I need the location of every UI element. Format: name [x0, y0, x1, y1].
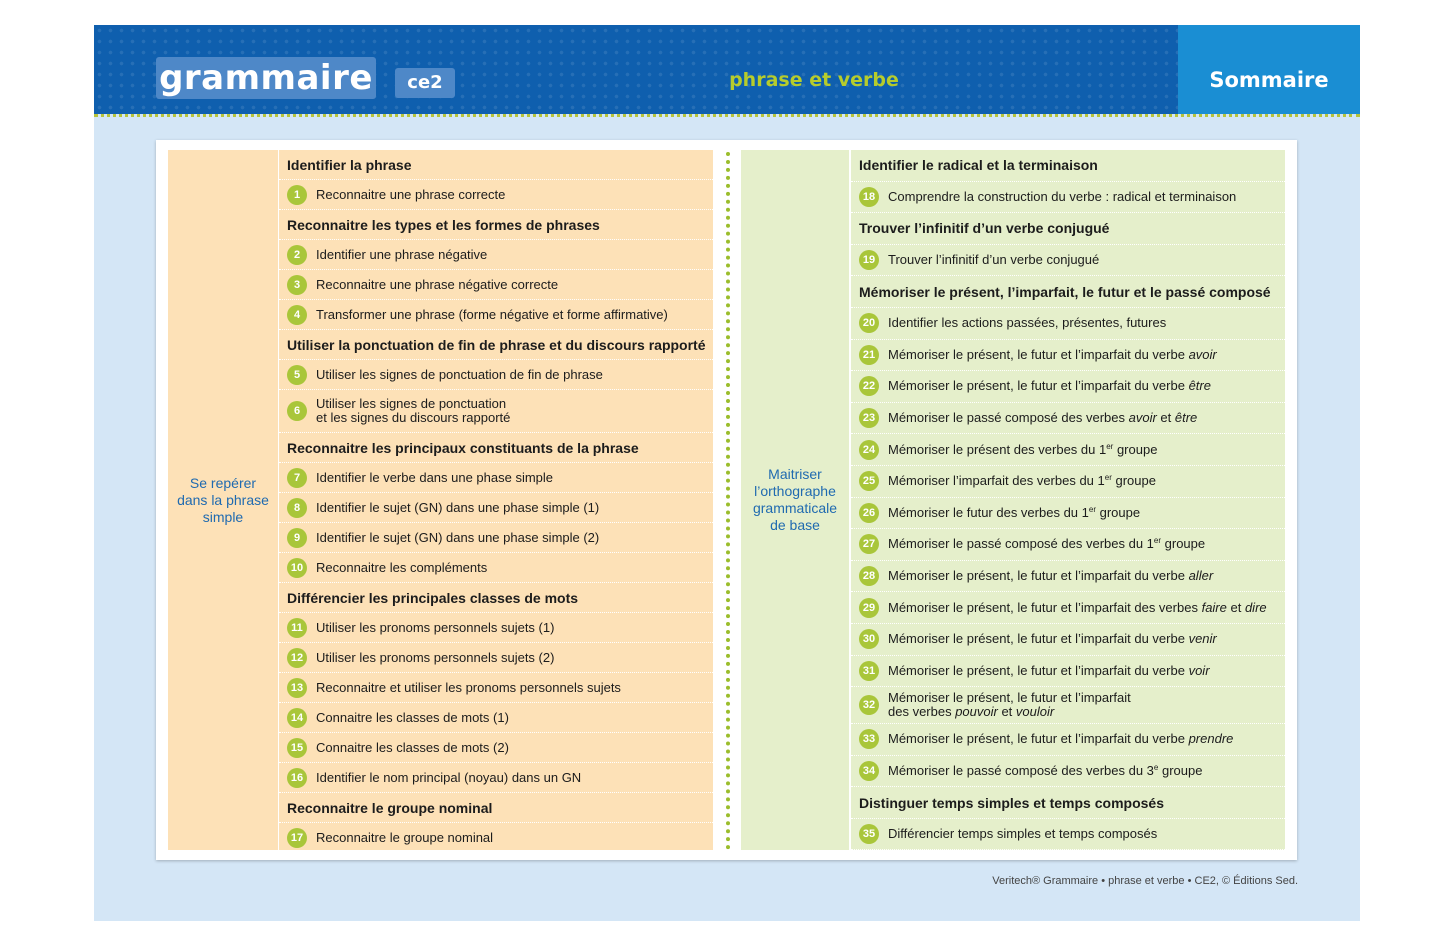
section-label-right-text: Maitriser l’orthographe grammaticale de base [752, 466, 838, 533]
lesson-number-badge: 17 [287, 828, 307, 848]
lesson-title-line [316, 500, 599, 515]
lesson-title-text: Identifier les actions passées, présentes, futures [888, 315, 1167, 331]
lesson-title-text: Reconnaitre les compléments [316, 559, 488, 575]
lesson-title-line [316, 187, 505, 202]
lesson-title-line [316, 830, 493, 845]
lesson-title-text: Utiliser les pronoms personnels sujets (1) [316, 619, 555, 635]
lesson-item[interactable] [279, 390, 713, 433]
lesson-title [316, 711, 509, 725]
lesson-number-badge: 3 [287, 275, 307, 295]
verb-emphasis: avoir [1128, 410, 1157, 426]
lesson-title-text: Différencier temps simples et temps composés [888, 826, 1158, 842]
lesson-title-text: Identifier le verbe dans une phase simple [316, 469, 554, 485]
lesson-number-badge: 32 [859, 695, 879, 715]
contents-card [156, 140, 1297, 860]
lesson-title [316, 188, 505, 202]
lesson-title-line [888, 505, 1140, 520]
lesson-item[interactable] [279, 240, 713, 270]
lesson-number-badge: 33 [859, 729, 879, 749]
section-heading[interactable] [279, 210, 713, 240]
lesson-title [316, 651, 554, 665]
lesson-title-line [316, 410, 510, 425]
lesson-item[interactable] [279, 523, 713, 553]
section-label-right [741, 150, 849, 850]
section-heading[interactable] [851, 213, 1285, 245]
header-bar [94, 25, 1360, 114]
verb-emphasis: être [1174, 410, 1198, 426]
lesson-title-text: et [1156, 410, 1175, 426]
lesson-title [316, 831, 493, 845]
lesson-number-badge: 26 [859, 503, 879, 523]
section-heading[interactable] [851, 787, 1285, 819]
ordinal-suffix: e [1153, 762, 1159, 772]
lesson-item[interactable] [851, 819, 1285, 851]
lesson-title-line [888, 826, 1157, 841]
lesson-number-badge: 31 [859, 661, 879, 681]
lesson-item[interactable] [279, 180, 713, 210]
section-heading-text: Identifier le radical et la terminaison [859, 157, 1098, 174]
lesson-title-text: groupe [1111, 473, 1156, 489]
section-heading-text: Reconnaitre les principaux constituants de la phrase [287, 439, 639, 456]
verb-emphasis: faire [1201, 599, 1227, 615]
footer-credit: Veritech® Grammaire • phrase et verbe • CE2, © Éditions Sed. [992, 875, 1298, 887]
lesson-title-line [888, 690, 1131, 705]
lesson-title [316, 681, 621, 695]
lesson-number-badge: 9 [287, 528, 307, 548]
section-heading-text: Différencier les principales classes de mots [287, 589, 579, 606]
lesson-title-line [316, 367, 603, 382]
lesson-number-badge: 11 [287, 618, 307, 638]
lesson-title [888, 664, 1210, 678]
lesson-item[interactable] [279, 733, 713, 763]
subject-title: phrase et verbe [729, 69, 899, 91]
lesson-item[interactable] [279, 300, 713, 330]
lesson-title-line [888, 410, 1197, 425]
lesson-title-line [888, 600, 1267, 615]
ordinal-suffix: er [1088, 504, 1096, 514]
brand-title: grammaire [156, 57, 376, 99]
section-heading-text: Mémoriser le présent, l’imparfait, le futur et le passé composé [859, 283, 1271, 300]
lesson-number-badge: 30 [859, 629, 879, 649]
lesson-title-line [316, 247, 487, 262]
lesson-number-badge: 5 [287, 365, 307, 385]
lesson-number-badge: 18 [859, 187, 879, 207]
lesson-item[interactable] [279, 493, 713, 523]
lesson-title [888, 474, 1156, 488]
lesson-title-line [316, 530, 599, 545]
lesson-title [888, 601, 1267, 615]
lesson-title-text: Mémoriser le présent des verbes du 1 [888, 441, 1107, 457]
section-heading[interactable] [279, 583, 713, 613]
lesson-number-badge: 1 [287, 185, 307, 205]
lesson-number-badge: 24 [859, 440, 879, 460]
lesson-item[interactable] [851, 529, 1285, 561]
lesson-title-text: Mémoriser l’imparfait des verbes du 1 [888, 473, 1105, 489]
lesson-title [888, 411, 1197, 425]
lesson-title-text: Identifier le sujet (GN) dans une phase simple (1) [316, 499, 600, 515]
lesson-title-line [888, 189, 1236, 204]
section-heading-text: Distinguer temps simples et temps composés [859, 794, 1164, 811]
lesson-number-badge: 15 [287, 738, 307, 758]
verb-emphasis: voir [1188, 662, 1210, 678]
lesson-title [316, 741, 509, 755]
verb-emphasis: pouvoir [955, 704, 998, 720]
lesson-number-badge: 6 [287, 401, 307, 421]
lesson-title-text: Connaitre les classes de mots (2) [316, 739, 509, 755]
contents-list-left [279, 150, 713, 850]
lesson-number-badge: 25 [859, 471, 879, 491]
lesson-title-text: Mémoriser le passé composé des verbes [888, 410, 1129, 426]
lesson-item[interactable] [851, 403, 1285, 435]
lesson-title-text: Mémoriser le futur des verbes du 1 [888, 504, 1089, 520]
lesson-number-badge: 16 [287, 768, 307, 788]
lesson-title [316, 471, 553, 485]
section-heading-text: Utiliser la ponctuation de fin de phrase et du discours rapporté [287, 336, 706, 353]
lesson-number-badge: 12 [287, 648, 307, 668]
section-heading-text: Reconnaitre les types et les formes de phrases [287, 216, 600, 233]
lesson-number-badge: 21 [859, 345, 879, 365]
lesson-title [888, 443, 1157, 457]
lesson-title-text: groupe [1113, 441, 1158, 457]
lesson-item[interactable] [851, 656, 1285, 688]
lesson-item[interactable] [851, 245, 1285, 277]
lesson-item[interactable] [851, 624, 1285, 656]
level-badge: ce2 [395, 68, 455, 98]
lesson-item[interactable] [851, 466, 1285, 498]
lesson-title-text: Reconnaitre une phrase correcte [316, 186, 506, 202]
lesson-title-text: Utiliser les pronoms personnels sujets (2) [316, 649, 555, 665]
sommaire-tab[interactable]: Sommaire [1178, 25, 1360, 114]
lesson-title [888, 691, 1131, 719]
lesson-title-line [888, 315, 1166, 330]
lesson-item[interactable] [279, 553, 713, 583]
lesson-number-badge: 35 [859, 824, 879, 844]
lesson-number-badge: 4 [287, 305, 307, 325]
lesson-item[interactable] [279, 673, 713, 703]
lesson-title-text: Transformer une phrase (forme négative et forme affirmative) [316, 306, 668, 322]
lesson-title-text: Reconnaitre et utiliser les pronoms personnels sujets [316, 679, 621, 695]
lesson-item[interactable] [851, 308, 1285, 340]
contents-list-right [851, 150, 1285, 850]
lesson-item[interactable] [851, 687, 1285, 724]
lesson-title [316, 278, 558, 292]
lesson-title-line [888, 473, 1156, 488]
lesson-number-badge: 28 [859, 566, 879, 586]
section-heading[interactable] [279, 330, 713, 360]
lesson-item[interactable] [279, 613, 713, 643]
lesson-title [888, 764, 1202, 778]
lesson-number-badge: 8 [287, 498, 307, 518]
lesson-item[interactable] [279, 763, 713, 793]
lesson-item[interactable] [279, 360, 713, 390]
lesson-item[interactable] [851, 561, 1285, 593]
lesson-title [316, 368, 603, 382]
lesson-number-badge: 19 [859, 250, 879, 270]
lesson-item[interactable] [279, 703, 713, 733]
lesson-title-text: groupe [1161, 536, 1206, 552]
section-heading[interactable] [279, 150, 713, 180]
lesson-item[interactable] [279, 643, 713, 673]
lesson-title-line [888, 763, 1202, 778]
verb-emphasis: prendre [1188, 731, 1234, 747]
ordinal-suffix: er [1153, 536, 1162, 546]
lesson-item[interactable] [279, 823, 713, 853]
lesson-item[interactable] [851, 756, 1285, 788]
page [94, 25, 1360, 921]
lesson-item[interactable] [851, 434, 1285, 466]
lesson-title [316, 397, 510, 425]
lesson-title [316, 771, 581, 785]
lesson-title-line [888, 731, 1233, 746]
lesson-title-text: groupe [1158, 762, 1203, 778]
lesson-number-badge: 2 [287, 245, 307, 265]
lesson-title [888, 537, 1205, 551]
lesson-title-line [316, 770, 581, 785]
lesson-title-text: Identifier le sujet (GN) dans une phase simple (2) [316, 529, 600, 545]
lesson-title-text: Mémoriser le présent, le futur et l’imparfait du verbe [888, 731, 1189, 747]
verb-emphasis: aller [1188, 568, 1214, 584]
lesson-item[interactable] [851, 182, 1285, 214]
lesson-title [888, 379, 1211, 393]
lesson-title-text: Reconnaitre le groupe nominal [316, 829, 494, 845]
header-divider [94, 114, 1360, 117]
lesson-title-text: Reconnaitre une phrase négative correcte [316, 276, 559, 292]
lesson-title-text: et [997, 704, 1016, 720]
lesson-title [888, 827, 1157, 841]
lesson-title [888, 348, 1217, 362]
lesson-title-line [888, 704, 1054, 719]
section-heading[interactable] [279, 793, 713, 823]
lesson-title [316, 308, 668, 322]
lesson-title [316, 248, 487, 262]
lesson-title-line [888, 663, 1210, 678]
lesson-title-line [316, 620, 554, 635]
section-label-left [168, 150, 278, 850]
lesson-title-line [888, 536, 1205, 551]
lesson-number-badge: 14 [287, 708, 307, 728]
lesson-title-text: Mémoriser le présent, le futur et l’imparfait du verbe [888, 378, 1189, 394]
section-heading-text: Trouver l’infinitif d’un verbe conjugué [859, 220, 1110, 237]
section-heading[interactable] [279, 433, 713, 463]
lesson-title [888, 569, 1213, 583]
lesson-title-text: groupe [1096, 504, 1141, 520]
lesson-title-line [316, 650, 554, 665]
lesson-item[interactable] [851, 340, 1285, 372]
lesson-title [888, 253, 1099, 267]
lesson-title-text: Mémoriser le présent, le futur et l’imparfait du verbe [888, 662, 1189, 678]
column-divider [726, 152, 730, 850]
lesson-title-text: Comprendre la construction du verbe : radical et terminaison [888, 188, 1237, 204]
lesson-title-text: Utiliser les signes de ponctuation de fin de phrase [316, 366, 603, 382]
lesson-title [888, 632, 1217, 646]
lesson-title-text: Trouver l’infinitif d’un verbe conjugué [888, 252, 1100, 268]
lesson-title-line [316, 560, 487, 575]
lesson-title-line [316, 740, 509, 755]
lesson-title-line [316, 470, 553, 485]
lesson-title-line [888, 442, 1157, 457]
lesson-title-text: Identifier le nom principal (noyau) dans un GN [316, 769, 582, 785]
lesson-title-line [316, 396, 506, 411]
lesson-title [316, 531, 599, 545]
lesson-title-text: et les signes du discours rapporté [316, 410, 511, 425]
section-heading[interactable] [851, 150, 1285, 182]
section-heading-text: Reconnaitre le groupe nominal [287, 799, 493, 816]
lesson-title-line [316, 277, 558, 292]
lesson-item[interactable] [851, 371, 1285, 403]
lesson-number-badge: 27 [859, 534, 879, 554]
lesson-title-line [316, 307, 668, 322]
section-heading-text: Identifier la phrase [287, 156, 412, 173]
lesson-title-text: et [1226, 599, 1245, 615]
lesson-title-text: Utiliser les signes de ponctuation [316, 396, 507, 411]
lesson-item[interactable] [279, 270, 713, 300]
lesson-title-text: Mémoriser le présent, le futur et l’imparfait du verbe [888, 568, 1189, 584]
lesson-title-text: Mémoriser le passé composé des verbes du 1 [888, 536, 1154, 552]
lesson-item[interactable] [851, 724, 1285, 756]
section-label-left-text: Se repérer dans la phrase simple [177, 474, 269, 525]
lesson-title-text: Mémoriser le présent, le futur et l’imparfait du verbe [888, 346, 1189, 362]
lesson-item[interactable] [851, 498, 1285, 530]
lesson-title-text: Identifier une phrase négative [316, 246, 488, 262]
lesson-title-line [888, 378, 1211, 393]
lesson-title [888, 316, 1166, 330]
lesson-number-badge: 10 [287, 558, 307, 578]
lesson-title-text: Mémoriser le présent, le futur et l’imparfait [888, 690, 1131, 706]
lesson-title-line [888, 568, 1213, 583]
lesson-title [888, 732, 1233, 746]
lesson-item[interactable] [851, 592, 1285, 624]
lesson-title-line [316, 710, 509, 725]
lesson-number-badge: 29 [859, 598, 879, 618]
lesson-title-text: des verbes [888, 704, 956, 720]
lesson-title-text: Mémoriser le passé composé des verbes du 3 [888, 762, 1154, 778]
lesson-title-line [316, 680, 621, 695]
lesson-title-text: Mémoriser le présent, le futur et l’imparfait du verbe [888, 631, 1189, 647]
verb-emphasis: dire [1244, 599, 1267, 615]
verb-emphasis: venir [1188, 631, 1217, 647]
ordinal-suffix: er [1106, 441, 1114, 451]
verb-emphasis: vouloir [1015, 704, 1055, 720]
lesson-title-line [888, 347, 1217, 362]
lesson-title [316, 561, 487, 575]
lesson-number-badge: 34 [859, 761, 879, 781]
lesson-number-badge: 13 [287, 678, 307, 698]
lesson-title [888, 506, 1140, 520]
lesson-title-line [888, 631, 1217, 646]
lesson-title-text: Mémoriser le présent, le futur et l’imparfait des verbes [888, 599, 1202, 615]
lesson-number-badge: 20 [859, 313, 879, 333]
lesson-number-badge: 7 [287, 468, 307, 488]
lesson-title [316, 501, 599, 515]
lesson-title [888, 190, 1236, 204]
ordinal-suffix: er [1104, 473, 1112, 483]
lesson-title-text: Connaitre les classes de mots (1) [316, 709, 509, 725]
lesson-item[interactable] [279, 463, 713, 493]
verb-emphasis: être [1188, 378, 1211, 394]
section-heading[interactable] [851, 276, 1285, 308]
lesson-title [316, 621, 554, 635]
lesson-title-line [888, 252, 1099, 267]
verb-emphasis: avoir [1188, 346, 1217, 362]
lesson-number-badge: 22 [859, 376, 879, 396]
lesson-number-badge: 23 [859, 408, 879, 428]
